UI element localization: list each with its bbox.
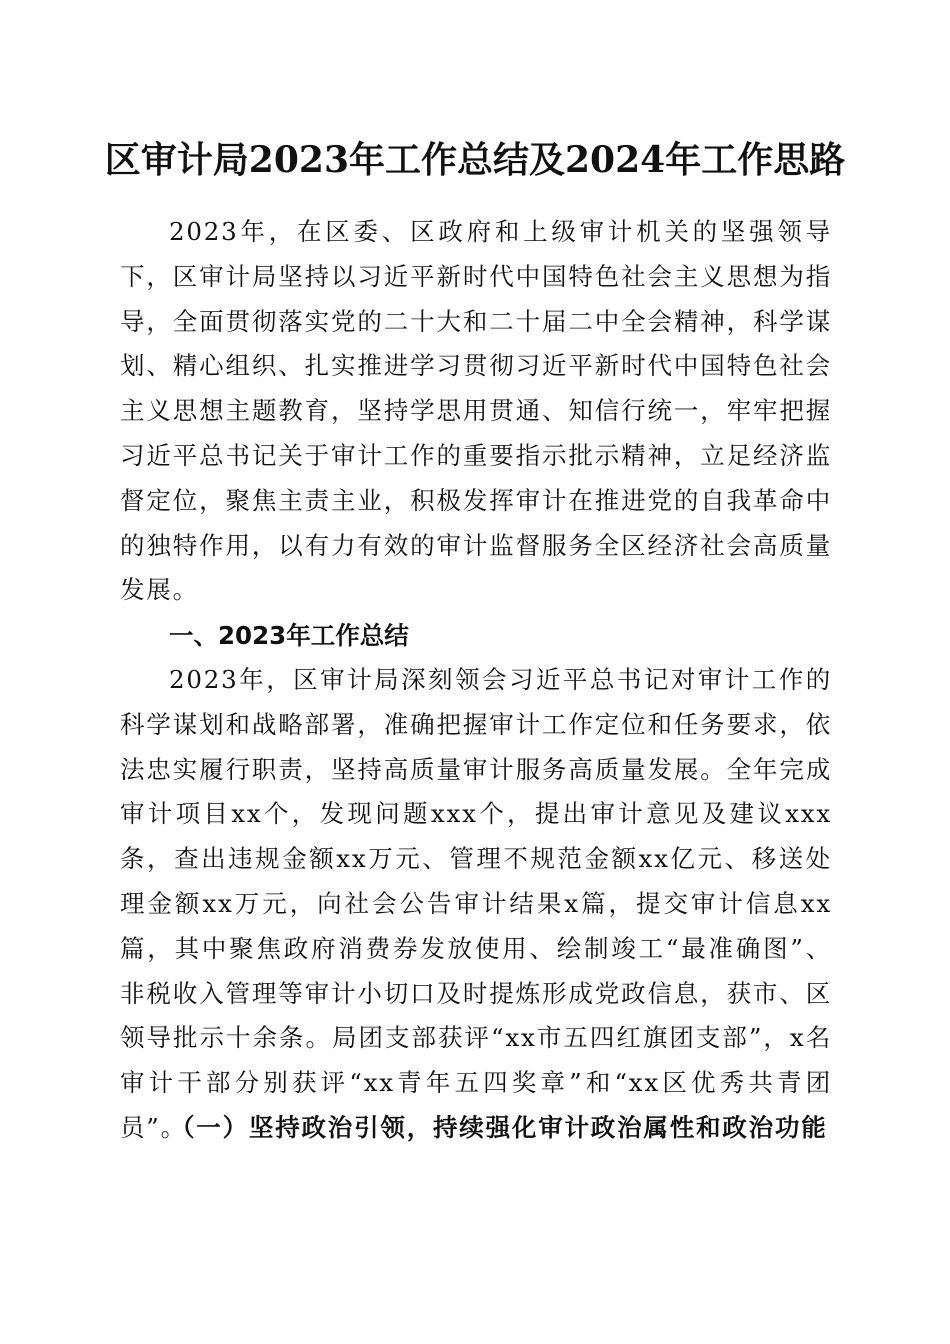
intro-paragraph: 2023年，在区委、区政府和上级审计机关的坚强领导下，区审计局坚持以习近平新时代中国特色社会主义思想为指导，全面贯彻落实党的二十大和二十届二中全会精神，科学谋划、精心组织、扎实推进学习贯彻习近平新时代中国特色社会主义思想主题教育，坚持学思用贯通、知信行统一，牢牢把握习近平总书记关于审计工作的重要指示批示精神，立足经济监督定位，聚焦主责主业，积极发挥审计在推进党的自我革命中的独特作用，以有力有效的审计监督服务全区经济社会高质量发展。 bbox=[120, 217, 832, 605]
summary-paragraph: 2023年，区审计局深刻领会习近平总书记对审计工作的科学谋划和战略部署，准确把握审计工作定位和任务要求，依法忠实履行职责，坚持高质量审计服务高质量发展。全年完成审计项目xx个，发现问题xxx个，提出审计意见及建议xxx条，查出违规金额xx万元、管理不规范金额xx亿元、移送处理金额xx万元，向社会公告审计结果x篇，提交审计信息xx篇，其中聚焦政府消费券发放使用、绘制竣工“最准确图”、非税收入管理等审计小切口及时提炼形成党政信息，获市、区领导批示十余条。局团支部获评“xx市五四红旗团支部”，x名审计干部分别获评“xx青年五四奖章”和“xx区优秀共青团员”。 bbox=[120, 665, 832, 1142]
section-heading-summary: 一、2023年工作总结 bbox=[169, 621, 409, 650]
subsection-heading-political-leadership: （一）坚持政治引领，持续强化审计政治属性和政治功能 bbox=[170, 1113, 828, 1142]
document-title: 区审计局2023年工作总结及2024年工作思路 bbox=[104, 139, 846, 181]
